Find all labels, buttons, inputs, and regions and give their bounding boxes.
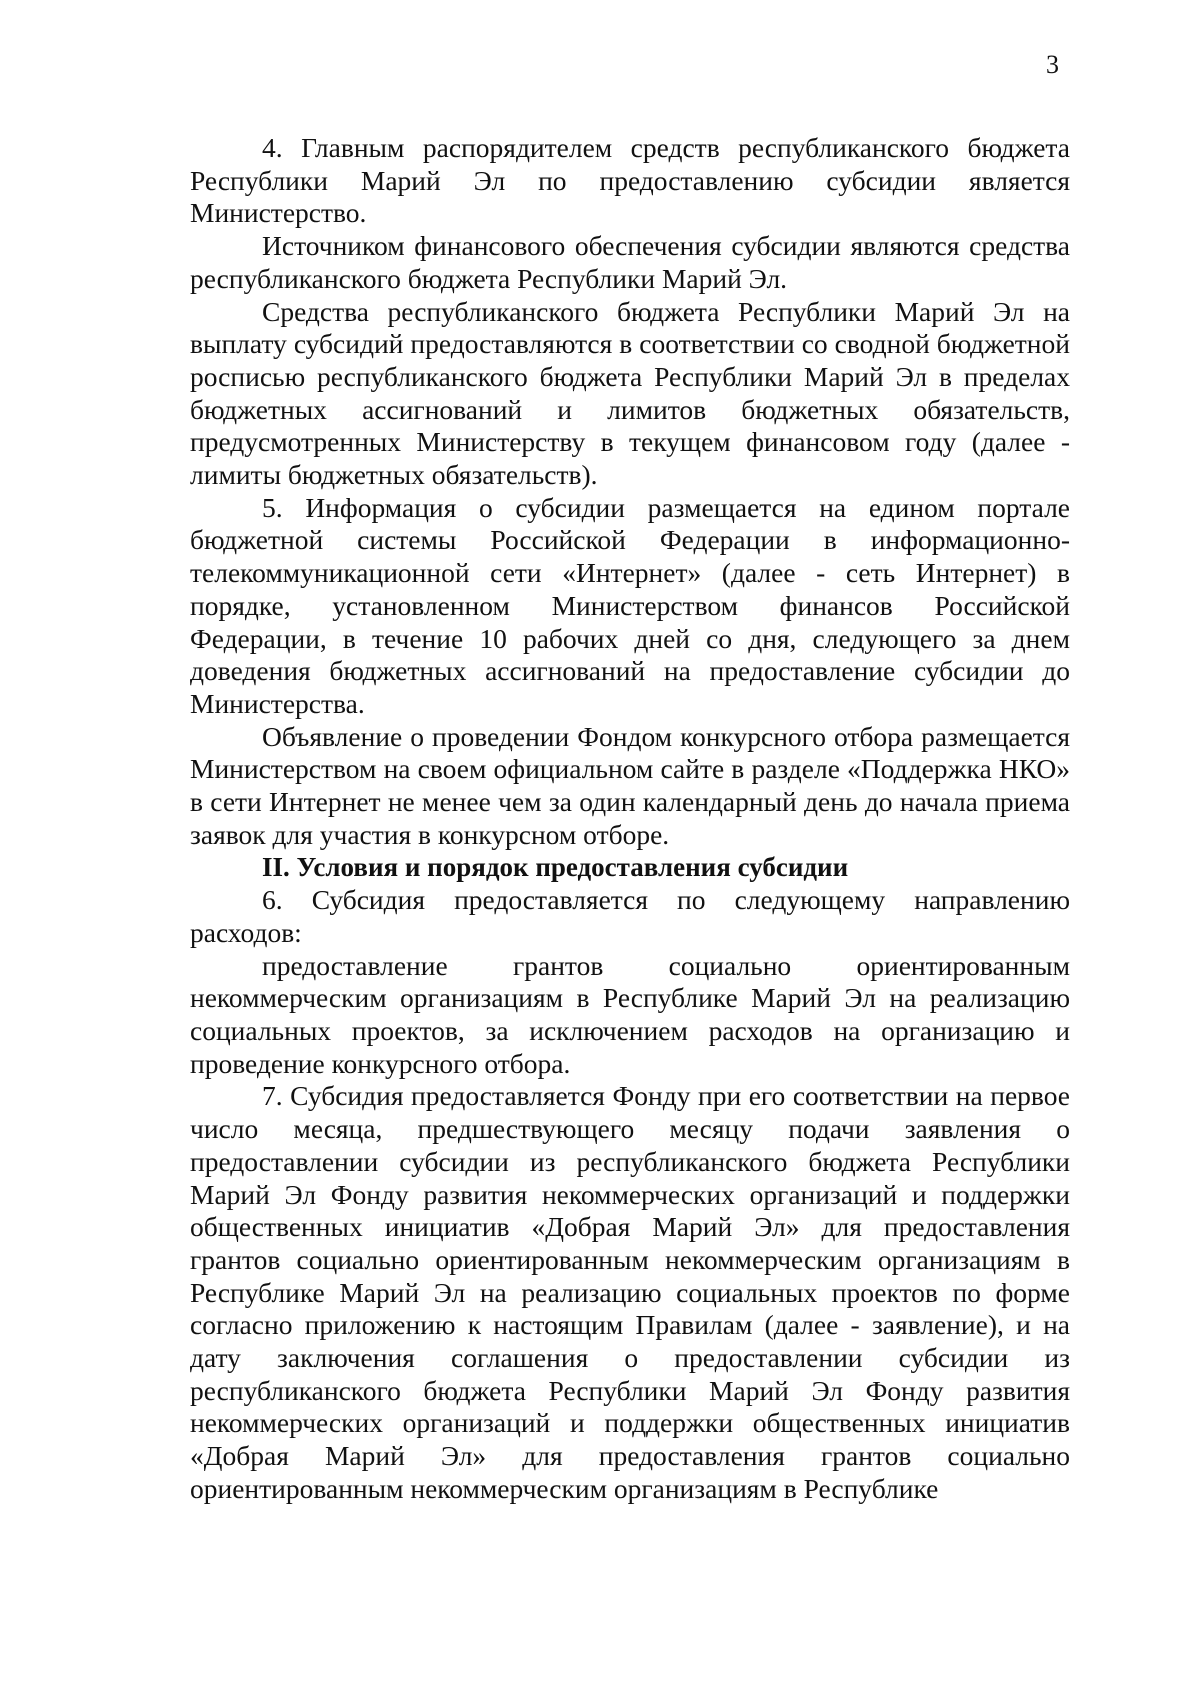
- section-heading: II. Условия и порядок предоставления субсидии: [262, 852, 849, 883]
- paragraph-4: 4. Главным распорядителем средств республиканского бюджета Республики Марий Эл по предоставлению субсидии является Министерство.: [190, 132, 1070, 229]
- paragraph-budget-funds: Средства республиканского бюджета Республики Марий Эл на выплату субсидий предоставляются в соответствии со сводной бюджетной росписью республиканского бюджета Республики Марий Эл в пределах бюджетных ассигнований и лимитов бюджетных обязательств, предусмотренных Министерству в текущем финансовом году (далее - лимиты бюджетных обязательств).: [190, 295, 1070, 491]
- paragraph-7: 7. Субсидия предоставляется Фонду при его соответствии на первое число месяца, предшествующего месяцу подачи заявления о предоставлении субсидии из республиканского бюджета Республики Марий Эл Фонду развития некоммерческих организаций и поддержки общественных инициатив «Добрая Марий Эл» для предоставления грантов социально ориентированным некоммерческим организациям в Республике Марий Эл на реализацию социальных проектов по форме согласно приложению к настоящим Правилам (далее - заявление), и на дату заключения соглашения о предоставлении субсидии из республиканского бюджета Республики Марий Эл Фонду развития некоммерческих организаций и поддержки общественных инициатив «Добрая Марий Эл» для предоставления грантов социально ориентированным некоммерческим организациям в Республике: [190, 1080, 1070, 1504]
- paragraph-6: 6. Субсидия предоставляется по следующему направлению расходов:: [190, 884, 1070, 948]
- document-body: [190, 132, 1070, 1506]
- paragraph-announcement: Объявление о проведении Фондом конкурсного отбора размещается Министерством на своем официальном сайте в разделе «Поддержка НКО» в сети Интернет не менее чем за один календарный день до начала приема заявок для участия в конкурсном отборе.: [190, 720, 1070, 850]
- paragraph-5: 5. Информация о субсидии размещается на едином портале бюджетной системы Российской Федерации в информационно-телекоммуникационной сети «Интернет» (далее - сеть Интернет) в порядке, установленном Министерством финансов Российской Федерации, в течение 10 рабочих дней со дня, следующего за днем доведения бюджетных ассигнований на предоставление субсидии до Министерства.: [190, 491, 1070, 719]
- paragraph-grants: предоставление грантов социально ориентированным некоммерческим организациям в Республике Марий Эл на реализацию социальных проектов, за исключением расходов на организацию и проведение конкурсного отбора.: [190, 949, 1070, 1079]
- page-number: 3: [1046, 50, 1059, 79]
- paragraph-funding-source: Источником финансового обеспечения субсидии являются средства республиканского бюджета Республики Марий Эл.: [190, 230, 1070, 294]
